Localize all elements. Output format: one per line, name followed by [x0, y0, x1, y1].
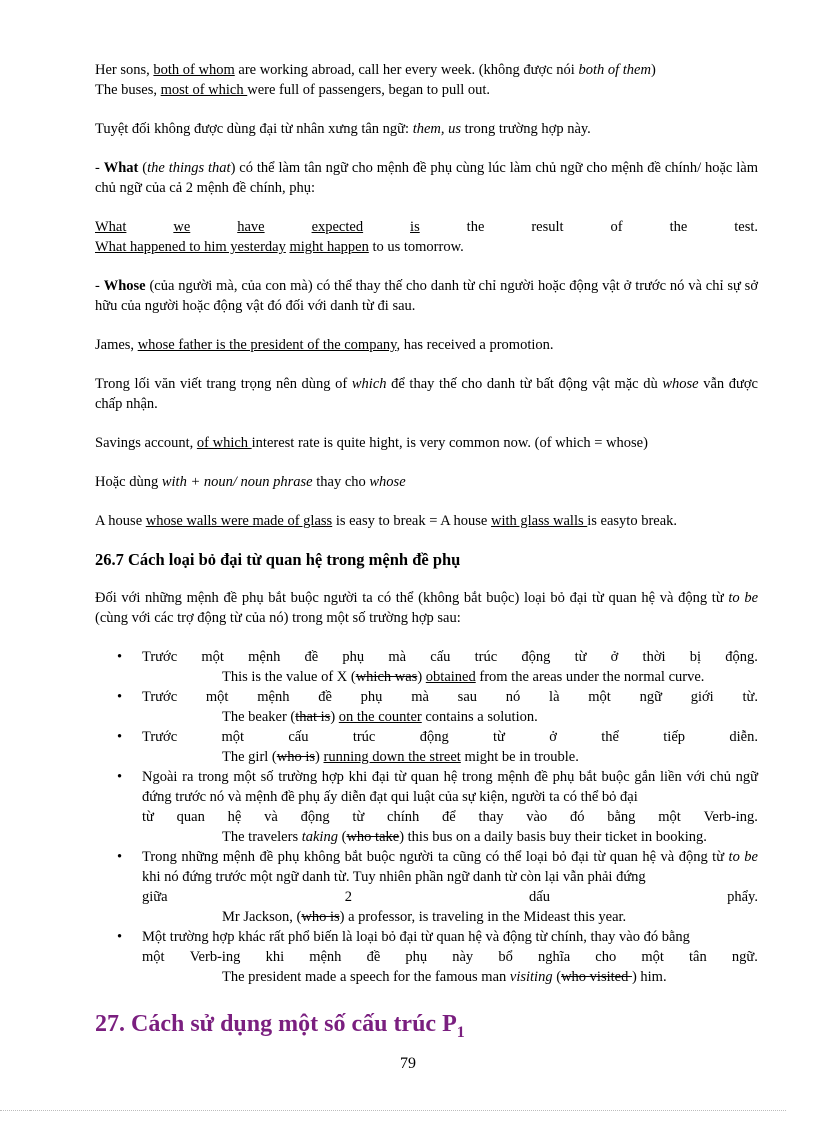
rule-text-last-line: một Verb-ing khi mệnh đề phụ này bổ nghĩa cho một tân ngữ.: [142, 949, 758, 965]
paragraph-example-both-of-whom: Her sons, both of whom are working abroad, call her every week. (không được nói both of them): [95, 62, 656, 78]
section-heading-26-7: 26.7 Cách loại bỏ đại từ quan hệ trong mệnh đề phụ: [95, 550, 461, 569]
list-item: [95, 727, 758, 767]
paragraph-with-noun: Hoặc dùng with + noun/ noun phrase thay cho whose: [95, 474, 406, 490]
rule-text-last-line: từ quan hệ và động từ chính để thay vào đó bằng một Verb-ing.: [142, 809, 758, 825]
page-number: 79: [400, 1055, 416, 1072]
list-item: [95, 927, 758, 987]
list-item: [95, 767, 758, 847]
rule-text: • Một trường hợp khác rất phổ biến là loại bỏ đại từ quan hệ và động từ chính, thay vào đó bằng: [142, 929, 690, 945]
list-item: [95, 687, 758, 727]
rule-text-last-line: giữa 2 dấu phẩy.: [142, 889, 758, 905]
footer-corner-rule: [0, 1110, 30, 1111]
rules-list: [95, 647, 758, 987]
rule-text: • Trong những mệnh đề phụ không bắt buộc người ta cũng có thể loại bỏ đại từ quan hệ và động từ to be khi nó đứng trước một ngữ danh từ. Tuy nhiên phần ngữ danh từ còn lại vẫn phải đứng: [142, 849, 758, 885]
example-what-line-1: What we have expected is the result of the test.: [95, 219, 758, 235]
paragraph-whose: - Whose (của người mà, của con mà) có thể thay thế cho danh từ chỉ người hoặc động vật ở trước nó và chỉ sự sở hữu của người hoặc động vật đó đối với danh từ đi sau.: [95, 278, 758, 314]
rule-text: • Trước một mệnh đề phụ mà cấu trúc động từ ở thời bị động.: [142, 649, 758, 665]
rule-example: This is the value of X (which was) obtained from the areas under the normal curve.: [222, 669, 705, 685]
example-savings-account: Savings account, of which interest rate is quite hight, is very common now. (of which = whose): [95, 435, 648, 451]
example-whose-james: James, whose father is the president of the company, has received a promotion.: [95, 337, 554, 353]
rule-text: • Ngoài ra trong một số trường hợp khi đại từ quan hệ trong mệnh đề phụ bắt buộc gắn liền với chủ ngữ đứng trước nó và mệnh đề phụ ấy diễn đạt qui luật của sự kiện, người ta có thể bỏ đại: [142, 769, 758, 805]
rule-text: • Trước một cấu trúc động từ ở thể tiếp diễn.: [142, 729, 758, 745]
document-page: [95, 60, 758, 1048]
example-what-line-2: What happened to him yesterday might happen to us tomorrow.: [95, 239, 464, 255]
example-glass-house: A house whose walls were made of glass is easy to break = A house with glass walls is easyto break.: [95, 513, 678, 529]
paragraph-example-most-of-which: The buses, most of which were full of passengers, began to pull out.: [95, 82, 491, 98]
paragraph-removal-intro: Đối với những mệnh đề phụ bắt buộc người ta có thể (không bắt buộc) loại bỏ đại từ quan hệ và động từ to be (cùng với các trợ động từ của nó) trong một số trường hợp sau:: [95, 590, 759, 626]
rule-example: The girl (who is) running down the street might be in trouble.: [222, 749, 579, 765]
list-item: [95, 847, 758, 927]
list-item: [95, 647, 758, 687]
rule-example: The travelers taking (who take) this bus on a daily basis buy their ticket in booking.: [222, 829, 707, 845]
rule-example: The president made a speech for the famous man visiting (who visited ) him.: [222, 969, 667, 985]
paragraph-what: - What (the things that) có thể làm tân ngữ cho mệnh đề phụ cùng lúc làm chủ ngữ cho mệnh đề chính/ hoặc làm chủ ngữ của cả 2 mệnh đề chính, phụ:: [95, 160, 758, 196]
rule-example: The beaker (that is) on the counter contains a solution.: [222, 709, 538, 725]
paragraph-pronoun-note: Tuyệt đối không được dùng đại từ nhân xưng tân ngữ: them, us trong trường hợp này.: [95, 121, 591, 137]
rule-text: • Trước một mệnh đề phụ mà sau nó là một ngữ giới từ.: [142, 689, 758, 705]
footer-rule: [30, 1110, 786, 1111]
rule-example: Mr Jackson, (who is) a professor, is traveling in the Mideast this year.: [222, 909, 627, 925]
paragraph-of-which: Trong lối văn viết trang trọng nên dùng of which để thay thế cho danh từ bất động vật mặc dù whose vẫn được chấp nhận.: [95, 376, 758, 412]
chapter-heading-27: 27. Cách sử dụng một số cấu trúc $P_1$: [95, 1011, 465, 1041]
